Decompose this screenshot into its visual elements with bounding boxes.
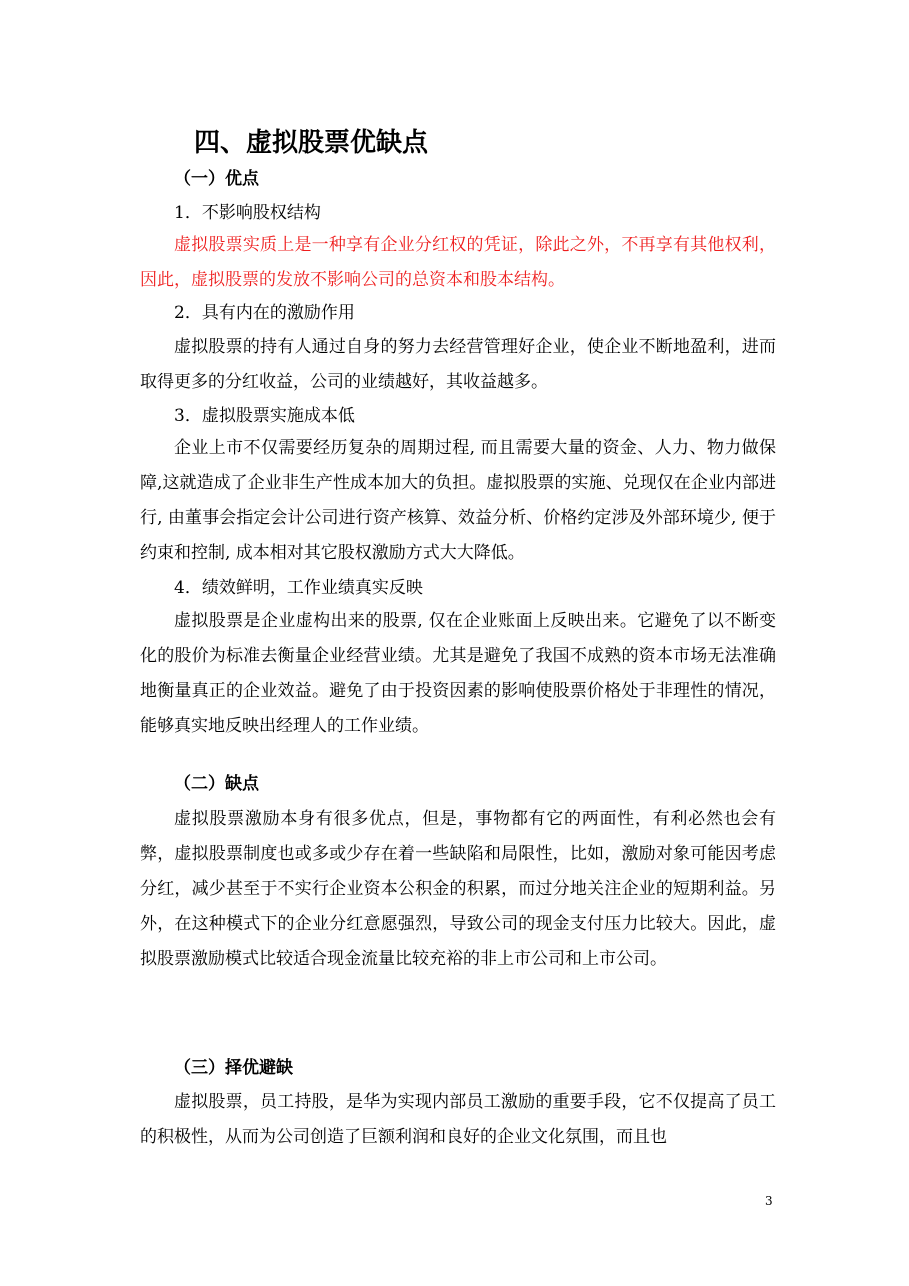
cons-text: 虚拟股票激励本身有很多优点，但是，事物都有它的两面性，有利必然也会有弊，虚拟股票制度也或多或少存在着一些缺陷和局限性，比如，激励对象可能因考虑分红，减少甚至于不实行企业资本公积金的积累，而过分地关注企业的短期利益。另外，在这种模式下的企业分红意愿强烈，导致公司的现金支付压力比较大。因此，虚拟股票激励模式比较适合现金流量比较充裕的非上市公司和上市公司。 (140, 809, 776, 969)
section-title: 四、虚拟股票优缺点 (194, 128, 429, 158)
pros-heading: （一）优点 (174, 169, 259, 189)
choice-heading: （三）择优避缺 (174, 1058, 293, 1078)
pros-item-3-text: 企业上市不仅需要经历复杂的周期过程, 而且需要大量的资金、人力、物力做保障,这就造成了企业非生产性成本加大的负担。虚拟股票的实施、兑现仅在企业内部进行, 由董事会指定会计公司进行资产核算、效益分析、价格约定涉及外部环境少, 便于约束和控制, 成本相对其它股权激励方式大大降低。 (140, 438, 776, 563)
cons-heading: （二）缺点 (174, 774, 259, 794)
pros-item-1-title: 1．不影响股权结构 (174, 203, 321, 223)
pros-item-2-title: 2．具有内在的激励作用 (174, 303, 355, 323)
choice-text: 虚拟股票，员工持股，是华为实现内部员工激励的重要手段，它不仅提高了员工的积极性，从而为公司创造了巨额利润和良好的企业文化氛围，而且也 (140, 1092, 776, 1147)
page-number: 3 (765, 1194, 773, 1208)
pros-item-2-text: 虚拟股票的持有人通过自身的努力去经营管理好企业，使企业不断地盈利，进而取得更多的分红收益，公司的业绩越好，其收益越多。 (140, 337, 776, 392)
pros-item-1-text: 虚拟股票实质上是一种享有企业分红权的凭证，除此之外，不再享有其他权利，因此，虚拟股票的发放不影响公司的总资本和股本结构。 (140, 235, 776, 290)
pros-item-4-text: 虚拟股票是企业虚构出来的股票, 仅在企业账面上反映出来。它避免了以不断变化的股价为标准去衡量企业经营业绩。尤其是避免了我国不成熟的资本市场无法准确地衡量真正的企业效益。避免了由于投资因素的影响使股票价格处于非理性的情况，能够真实地反映出经理人的工作业绩。 (140, 611, 776, 736)
pros-item-3-title: 3．虚拟股票实施成本低 (174, 406, 355, 426)
pros-item-4-title: 4．绩效鲜明，工作业绩真实反映 (174, 578, 423, 598)
